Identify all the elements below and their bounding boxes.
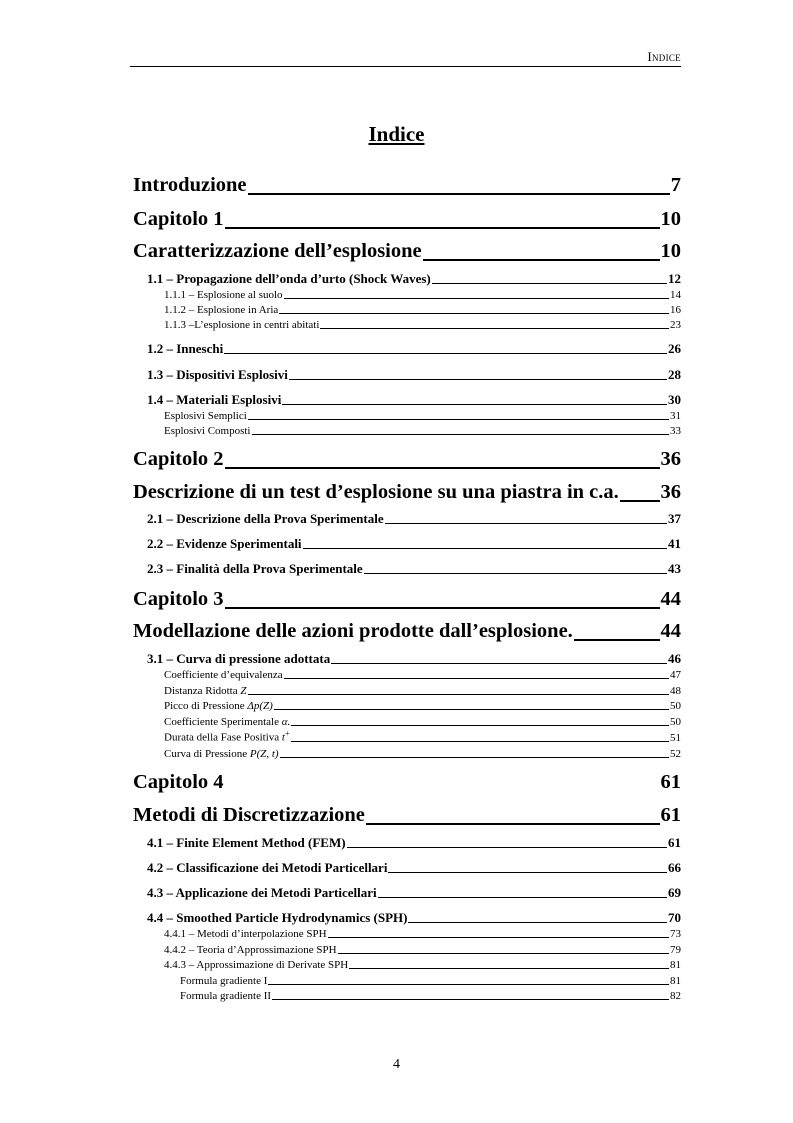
toc-entry-page: 30 xyxy=(668,392,681,407)
toc-leader xyxy=(224,353,667,354)
toc-entry-page: 44 xyxy=(660,620,681,642)
toc-entry-title: 1.1.1 – Esplosione al suolo xyxy=(164,289,283,301)
toc-entry-title: Capitolo 2 xyxy=(133,448,224,470)
toc-entry-title: 2.1 – Descrizione della Prova Sperimentale xyxy=(147,511,384,526)
toc-entry-capitolo-4[interactable] xyxy=(133,769,681,794)
toc-entry-chapter-4-title[interactable] xyxy=(133,802,681,827)
toc-entry-title: 2.2 – Evidenze Sperimentali xyxy=(147,536,302,551)
toc-entry-title: 1.3 – Dispositivi Esplosivi xyxy=(147,367,288,382)
toc-entry-page: 16 xyxy=(670,304,681,316)
toc-entry-title: Caratterizzazione dell’esplosione xyxy=(133,240,422,262)
toc-entry-page: 44 xyxy=(660,588,681,610)
toc-entry-page: 50 xyxy=(670,700,681,712)
toc-entry-picco-pressione[interactable] xyxy=(164,699,681,712)
toc-entry-1-3[interactable] xyxy=(147,367,681,383)
toc-leader xyxy=(320,328,669,329)
toc-entry-title: Modellazione delle azioni prodotte dall’esplosione. xyxy=(133,620,573,642)
toc-entry-symbol: Z xyxy=(240,685,247,697)
toc-entry-page: 14 xyxy=(670,289,681,301)
toc-leader xyxy=(291,725,669,726)
toc-leader xyxy=(225,607,660,609)
toc-entry-page: 66 xyxy=(668,860,681,875)
toc-entry-1-1[interactable] xyxy=(147,271,681,287)
toc-entry-4-2[interactable] xyxy=(147,860,681,876)
toc-entry-esplosivi-composti[interactable] xyxy=(164,424,681,437)
header-title: Indice xyxy=(647,49,681,64)
toc-entry-title: 1.2 – Inneschi xyxy=(147,341,224,356)
toc-entry-page: 61 xyxy=(660,804,681,826)
toc-entry-capitolo-3[interactable] xyxy=(133,586,681,611)
toc-entry-page: 82 xyxy=(670,990,681,1002)
toc-leader xyxy=(388,872,667,873)
toc-leader xyxy=(274,709,669,710)
toc-entry-page: 79 xyxy=(670,944,681,956)
toc-entry-page: 50 xyxy=(670,716,681,728)
toc-entry-2-2[interactable] xyxy=(147,536,681,552)
toc-entry-page: 28 xyxy=(668,367,681,382)
toc-entry-title: Durata della Fase Positiva xyxy=(164,732,280,744)
toc-leader xyxy=(268,984,669,985)
toc-leader xyxy=(338,953,669,954)
toc-entry-page: 61 xyxy=(660,771,681,793)
toc-entry-1-1-3[interactable] xyxy=(164,318,681,331)
toc-entry-title: Introduzione xyxy=(133,174,247,196)
toc-leader xyxy=(364,573,667,574)
toc-entry-title-wrap xyxy=(164,700,273,712)
toc-entry-durata-fase-positiva[interactable] xyxy=(164,731,681,744)
toc-entry-title: 1.1 – Propagazione dell’onda d’urto (Shock Waves) xyxy=(147,271,431,286)
toc-leader xyxy=(289,379,667,380)
toc-entry-title-wrap xyxy=(164,716,290,728)
toc-entry-1-1-2[interactable] xyxy=(164,303,681,316)
toc-leader xyxy=(248,694,670,695)
toc-entry-2-1[interactable] xyxy=(147,511,681,527)
toc-entry-title: Esplosivi Composti xyxy=(164,425,251,437)
toc-entry-superscript: + xyxy=(284,729,290,739)
toc-leader xyxy=(408,922,667,923)
toc-leader xyxy=(225,227,660,229)
toc-entry-title: Capitolo 4 xyxy=(133,771,224,793)
toc-entry-page: 47 xyxy=(670,669,681,681)
toc-entry-chapter-1-title[interactable] xyxy=(133,238,681,263)
toc-leader xyxy=(225,467,660,469)
toc-leader xyxy=(284,678,669,679)
toc-entry-page: 52 xyxy=(670,748,681,760)
toc-entry-page: 36 xyxy=(660,481,681,503)
toc-leader xyxy=(303,548,667,549)
toc-entry-formula-gradiente-1[interactable] xyxy=(180,974,681,987)
toc-entry-title: Coefficiente d’equivalenza xyxy=(164,669,283,681)
toc-leader xyxy=(225,790,660,792)
toc-leader xyxy=(248,193,670,195)
toc-entry-page: 81 xyxy=(670,959,681,971)
toc-entry-curva-pressione[interactable] xyxy=(164,747,681,760)
toc-entry-title: Descrizione di un test d’esplosione su una piastra in c.a. xyxy=(133,481,619,503)
toc-entry-title: 4.4 – Smoothed Particle Hydrodynamics (SPH) xyxy=(147,910,408,925)
toc-entry-title: Distanza Ridotta xyxy=(164,685,238,697)
toc-entry-coefficiente-equivalenza[interactable] xyxy=(164,668,681,681)
toc-leader xyxy=(282,404,667,405)
toc-leader xyxy=(284,298,669,299)
toc-entry-1-2[interactable] xyxy=(147,341,681,357)
toc-entry-capitolo-1[interactable] xyxy=(133,206,681,231)
toc-entry-title: Capitolo 1 xyxy=(133,208,224,230)
toc-entry-4-3[interactable] xyxy=(147,885,681,901)
toc-leader xyxy=(272,999,669,1000)
toc-entry-2-3[interactable] xyxy=(147,561,681,577)
toc-leader xyxy=(291,741,670,742)
toc-entry-title: 4.3 – Applicazione dei Metodi Particellari xyxy=(147,885,377,900)
toc-leader xyxy=(385,523,667,524)
toc-entry-title: Metodi di Discretizzazione xyxy=(133,804,365,826)
toc-entry-title: Picco di Pressione xyxy=(164,700,245,712)
toc-entry-page: 46 xyxy=(668,651,681,666)
toc-entry-title: 4.1 – Finite Element Method (FEM) xyxy=(147,835,346,850)
toc-entry-title: Capitolo 3 xyxy=(133,588,224,610)
toc-leader xyxy=(378,897,667,898)
toc-entry-title: Curva di Pressione xyxy=(164,748,248,760)
toc-entry-page: 10 xyxy=(660,208,681,230)
toc-entry-page: 10 xyxy=(660,240,681,262)
toc-entry-title: Formula gradiente II xyxy=(180,990,272,1002)
page-number: 4 xyxy=(393,1057,400,1072)
toc-leader xyxy=(423,259,660,261)
toc-entry-title-wrap xyxy=(164,748,279,760)
toc-leader xyxy=(432,283,667,284)
toc-leader xyxy=(279,313,669,314)
toc-entry-3-1[interactable] xyxy=(147,651,681,667)
toc-entry-4-1[interactable] xyxy=(147,835,681,851)
toc-entry-4-4-1[interactable] xyxy=(164,927,681,940)
toc-entry-title: 2.3 – Finalità della Prova Sperimentale xyxy=(147,561,363,576)
toc-entry-title: 4.4.1 – Metodi d’interpolazione SPH xyxy=(164,928,327,940)
toc-leader xyxy=(620,500,660,502)
toc-entry-title: 4.4.2 – Teoria d’Approssimazione SPH xyxy=(164,944,337,956)
toc-leader xyxy=(331,663,667,664)
toc-entry-symbol: α. xyxy=(281,716,291,728)
toc-entry-page: 51 xyxy=(670,732,681,744)
toc-entry-symbol: t xyxy=(281,732,285,744)
toc-entry-title: 1.4 – Materiali Esplosivi xyxy=(147,392,282,407)
toc-entry-page: 73 xyxy=(670,928,681,940)
toc-entry-4-4[interactable] xyxy=(147,910,681,926)
toc-entry-title: 4.4.3 – Approssimazione di Derivate SPH xyxy=(164,959,349,971)
toc-entry-title-wrap xyxy=(164,685,247,697)
toc-entry-page: 36 xyxy=(660,448,681,470)
toc-entry-title: 4.2 – Classificazione dei Metodi Particellari xyxy=(147,860,388,875)
toc-entry-esplosivi-semplici[interactable] xyxy=(164,409,681,422)
toc-entry-page: 48 xyxy=(670,685,681,697)
toc-entry-page: 7 xyxy=(670,174,681,196)
toc-entry-page: 33 xyxy=(670,425,681,437)
toc-entry-chapter-2-title[interactable] xyxy=(133,479,681,504)
toc-entry-page: 43 xyxy=(668,561,681,576)
toc-entry-1-4[interactable] xyxy=(147,392,681,408)
toc-entry-title: Esplosivi Semplici xyxy=(164,410,247,422)
toc-entry-page: 70 xyxy=(668,910,681,925)
toc-entry-page: 26 xyxy=(668,341,681,356)
toc-entry-page: 69 xyxy=(668,885,681,900)
toc-entry-coefficiente-sperimentale[interactable] xyxy=(164,715,681,728)
toc-entry-page: 61 xyxy=(668,835,681,850)
toc-leader xyxy=(347,847,667,848)
toc-entry-page: 31 xyxy=(670,410,681,422)
toc-entry-title: 3.1 – Curva di pressione adottata xyxy=(147,651,331,666)
toc-entry-introduzione[interactable] xyxy=(133,172,681,197)
toc-leader xyxy=(252,434,670,435)
toc-leader xyxy=(349,968,669,969)
toc-leader xyxy=(574,639,660,641)
toc-leader xyxy=(280,757,669,758)
toc-leader xyxy=(248,419,669,420)
toc-entry-symbol: Δp(Z) xyxy=(247,700,273,712)
toc-entry-formula-gradiente-2[interactable] xyxy=(180,989,681,1002)
toc-entry-capitolo-2[interactable] xyxy=(133,446,681,471)
page-title: Indice xyxy=(368,122,425,146)
toc-entry-title: 1.1.2 – Esplosione in Aria xyxy=(164,304,279,316)
toc-entry-title: Coefficiente Sperimentale xyxy=(164,716,279,728)
toc-entry-page: 41 xyxy=(668,536,681,551)
toc-entry-1-1-1[interactable] xyxy=(164,288,681,301)
toc-entry-distanza-ridotta[interactable] xyxy=(164,684,681,697)
toc-entry-page: 23 xyxy=(670,319,681,331)
toc-entry-page: 81 xyxy=(670,975,681,987)
toc-entry-page: 12 xyxy=(668,271,681,286)
toc-entry-title: 1.1.3 –L’esplosione in centri abitati xyxy=(164,319,320,331)
toc-entry-4-4-3[interactable] xyxy=(164,958,681,971)
toc-leader xyxy=(328,937,669,938)
toc-leader xyxy=(366,823,660,825)
toc-entry-title-wrap xyxy=(164,729,290,744)
toc-entry-page: 37 xyxy=(668,511,681,526)
toc-entry-title: Formula gradiente I xyxy=(180,975,268,987)
toc-entry-chapter-3-title[interactable] xyxy=(133,618,681,643)
toc-entry-4-4-2[interactable] xyxy=(164,943,681,956)
toc-entry-symbol: P(Z, t) xyxy=(249,748,279,760)
